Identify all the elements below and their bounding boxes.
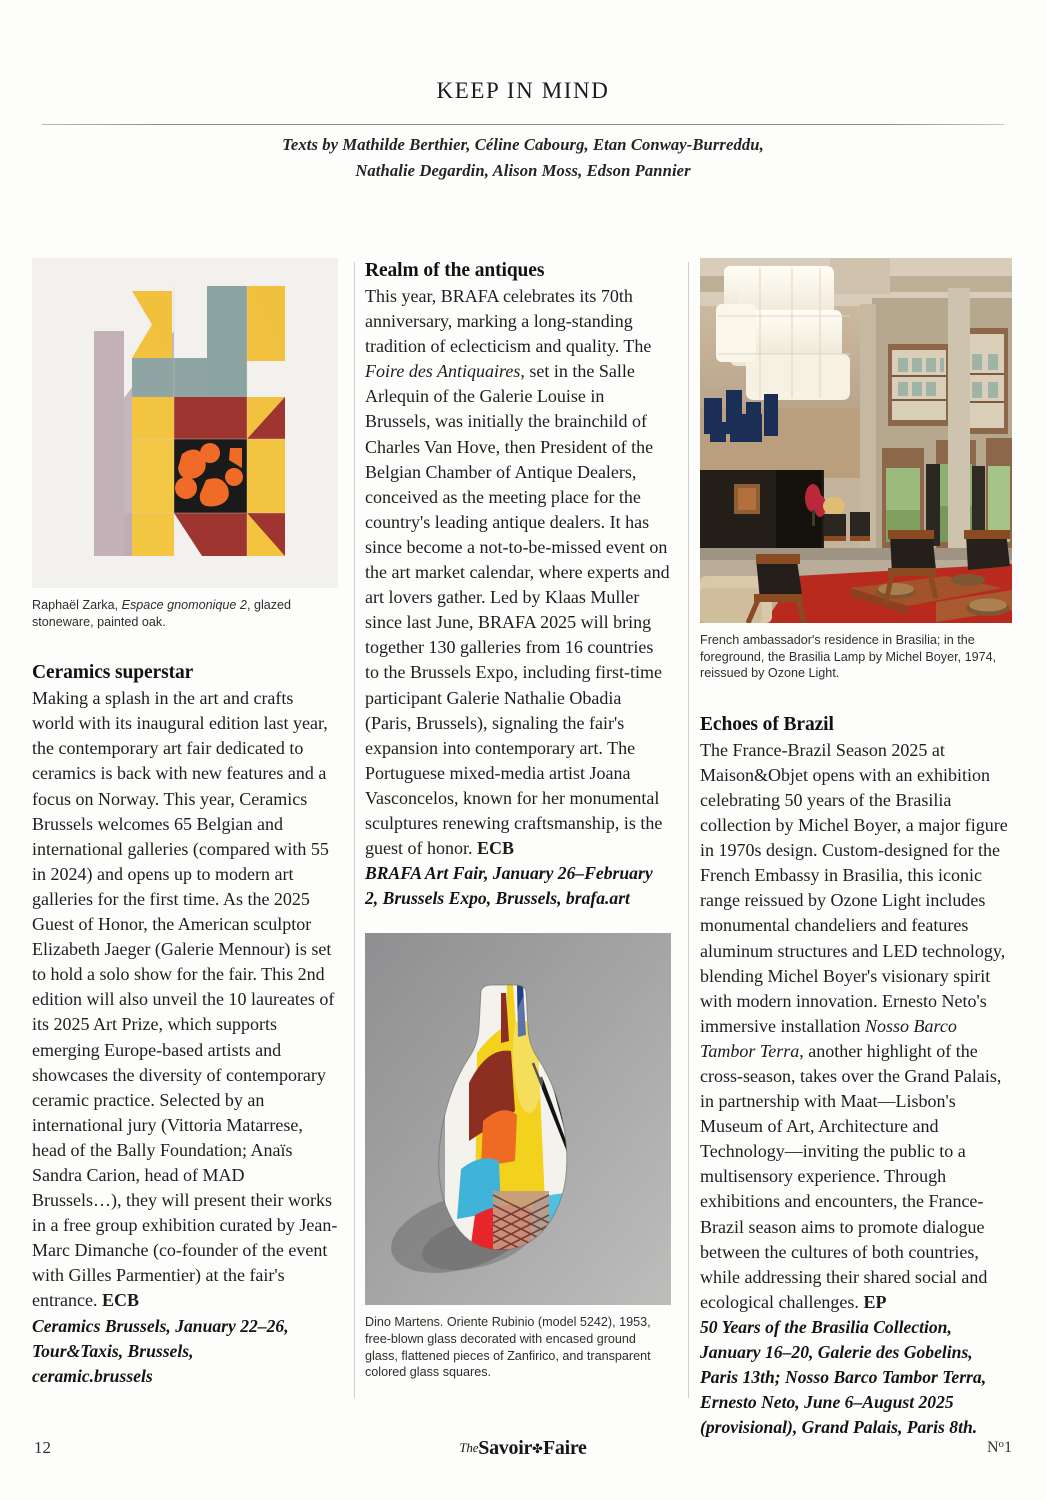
author-initials: ECB	[101, 1290, 139, 1311]
byline	[0, 132, 1046, 184]
info-ceramics-line-1: Ceramics Brussels, January 22–26,	[32, 1315, 289, 1336]
figure-zarka-ceramic	[32, 258, 338, 588]
info-ceramics-line-2: Tour&Taxis, Brussels,	[32, 1340, 194, 1361]
body-text-part-1: This year, BRAFA celebrates its 70th anniversary, marking a long-standing tradition of eclecticism and quality. The	[365, 286, 652, 357]
caption-zarka-title: Espace gnomonique 2	[121, 598, 247, 612]
body-echoes-of-brazil	[700, 738, 1012, 1315]
body-text-part-2: , another highlight of the cross-season, takes over the Grand Palais, in partnership with Maat—Lisbon's Museum of Art, Architecture and Technology—inviting the public to a multisensory experience. Through exhibitions and encounters, the France-Brazil season aims to promote dialogue between the cultures of both countries, while addressing their shared social and ecological challenges.	[700, 1040, 1002, 1312]
vase-photo-illustration	[365, 933, 671, 1305]
heading-echoes-of-brazil: Echoes of Brazil	[700, 713, 834, 735]
header-divider	[42, 124, 1004, 125]
heading-ceramics-superstar: Ceramics superstar	[32, 662, 194, 684]
body-italic-nosso-barco: Nosso Barco Tambor Terra	[700, 1015, 957, 1061]
brasilia-interior-illustration	[700, 258, 1012, 623]
body-italic-foire: Foire des Antiquaires	[365, 361, 521, 382]
info-brazil-line-3: Paris 13th; Nosso Barco Tambor Terra,	[700, 1367, 987, 1388]
issue-superscript: o	[998, 1438, 1004, 1450]
caption-zarka-medium: , glazed stoneware, painted oak.	[32, 598, 292, 629]
issue-prefix: N	[986, 1439, 999, 1456]
column-middle	[365, 258, 671, 1381]
logo-savoir: Savoir	[478, 1437, 533, 1459]
body-text-part-1: The France-Brazil Season 2025 at Maison&Objet opens with an exhibition celebrating 50 years of the Brasilia collection by Michel Boyer, a major figure in 1970s design. Custom-designed for the French Embassy in Brasilia, this iconic range reissued by Ozone Light includes monumental chandeliers and features aluminum structures and LED technology, blending Michel Boyer's visionary spirit with modern innovation. Ernesto Neto's immersive installation	[700, 739, 1008, 1036]
author-initials: ECB	[477, 838, 515, 859]
info-brafa-line-2: 2, Brussels Expo, Brussels, brafa.art	[365, 888, 630, 909]
figure-martens-vase	[365, 933, 671, 1305]
heading-realm-of-the-antiques: Realm of the antiques	[365, 260, 545, 281]
info-ceramics-line-3: ceramic.brussels	[32, 1365, 153, 1386]
body-realm-of-the-antiques	[365, 284, 671, 861]
page-title: KEEP IN MIND	[436, 78, 610, 103]
article-columns	[32, 258, 1020, 1438]
info-brazil-line-2: January 16–20, Galerie des Gobelins,	[700, 1342, 973, 1363]
byline-line-1: Texts by Mathilde Berthier, Céline Cabourg, Etan Conway-Burreddu,	[282, 135, 764, 154]
page-footer	[34, 1438, 1012, 1464]
author-initials: EP	[863, 1291, 887, 1312]
publication-logo	[34, 1437, 1012, 1460]
byline-line-2: Nathalie Degardin, Alison Moss, Edson Pannier	[355, 161, 691, 180]
caption-zarka-artist: Raphaël Zarka,	[32, 598, 122, 612]
body-text-part-2: , set in the Salle Arlequin of the Galerie Louise in Brussels, was initially the brainchild of Charles Van Hove, then President of the Belgian Chamber of Antique Dealers, conceived as the meeting place for the country's leading antique dealers. It has since become a not-to-be-missed event on the art market calendar, where experts and art lovers gather. Led by Klaas Muller since last June, BRAFA 2025 will bring together 130 galleries from 16 countries to the Brussels Expo, including first-time participant Galerie Nathalie Obadia (Paris, Brussels), signaling the fair's expansion into contemporary art. The Portuguese mixed-media artist Joana Vasconcelos, known for her monumental sculptures renewing craftsmanship, is the guest of honor.	[365, 361, 670, 859]
masthead	[0, 78, 1046, 104]
column-right	[700, 258, 1012, 1440]
logo-ornament-icon: ✤	[532, 1441, 543, 1456]
folio-issue-number	[987, 1438, 1012, 1457]
column-left	[32, 258, 338, 1389]
column-divider-left	[354, 262, 355, 1398]
info-brafa-line-1: BRAFA Art Fair, January 26–February	[365, 863, 653, 884]
logo-the: The	[459, 1440, 479, 1455]
body-ceramics-superstar	[32, 686, 338, 1313]
info-brazil-line-1: 50 Years of the Brasilia Collection,	[700, 1316, 952, 1337]
body-text: Making a splash in the art and crafts world with its inaugural edition last year, the contemporary art fair dedicated to ceramics is back with new features and a focus on Norway. This year, Ceramics Brussels welcomes 65 Belgian and international galleries (compared with 55 in 2024) and opens up to modern art galleries for the first time. As the 2025 Guest of Honor, the American sculptor Elizabeth Jaeger (Galerie Mennour) is set to hold a solo show for the fair. This 2nd edition will also unveil the 10 laureates of its 2025 Art Prize, which supports emerging Europe-based artists and showcases the diversity of contemporary ceramic practice. Selected by an international jury (Vittoria Matarrese, head of the Bally Foundation; Anaïs Sandra Carion, head of MAD Brussels…), they will present their works in a free group exhibition curated by Jean-Marc Dimanche (co-founder of the event with Gilles Parmentier) at the fair's entrance.	[32, 688, 338, 1311]
figure-brasilia-residence	[700, 258, 1012, 623]
zarka-artwork-illustration	[32, 258, 338, 588]
logo-faire: Faire	[542, 1437, 587, 1459]
issue-value: 1	[1004, 1439, 1012, 1456]
folio-page-number: 12	[34, 1438, 51, 1457]
caption-brasilia-residence: French ambassador's residence in Brasilia; in the foreground, the Brasilia Lamp by Michel Boyer, 1974, reissued by Ozone Light.	[700, 633, 997, 681]
info-brazil-line-5: (provisional), Grand Palais, Paris 8th.	[700, 1417, 978, 1438]
caption-martens-vase: Dino Martens. Oriente Rubinio (model 5242), 1953, free-blown glass decorated with encased ground glass, flattened pieces of Zanfirico, and transparent colored glass squares.	[365, 1315, 651, 1380]
column-divider-right	[688, 262, 689, 1398]
caption-zarka	[32, 597, 338, 630]
info-brazil-line-4: Ernesto Neto, June 6–August 2025	[700, 1392, 954, 1413]
